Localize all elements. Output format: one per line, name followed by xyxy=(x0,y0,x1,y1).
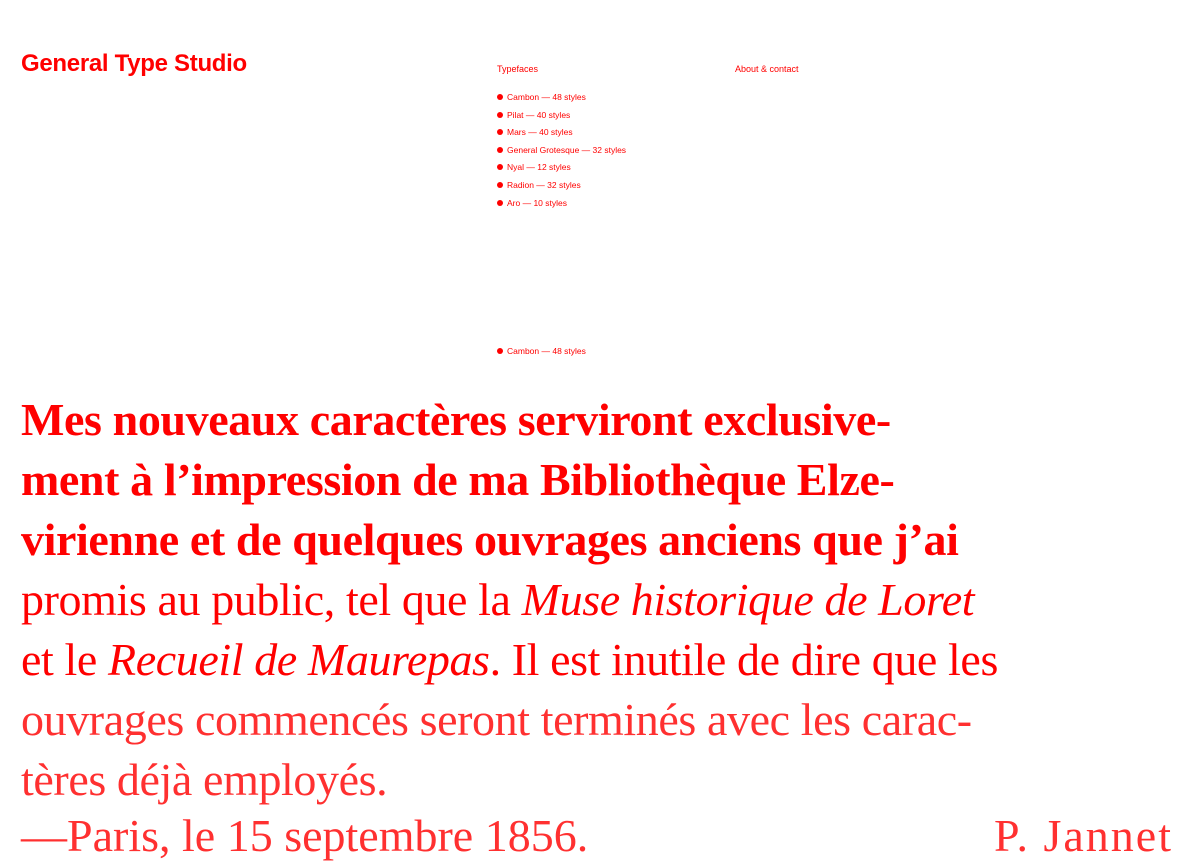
bullet-dot-icon xyxy=(497,147,503,153)
bullet-dot-icon xyxy=(497,112,503,118)
typeface-item-cambon[interactable] xyxy=(497,89,626,107)
bullet-dot-icon xyxy=(497,200,503,206)
specimen-line xyxy=(21,630,1181,690)
typeface-item-radion[interactable] xyxy=(497,177,626,195)
specimen-line: Mes nouveaux caractères serviront exclusive- xyxy=(21,394,891,445)
typeface-item-nyal[interactable] xyxy=(497,159,626,177)
specimen-fragment: promis au public, tel que la xyxy=(21,574,522,625)
typeface-item-label: Aro — 10 styles xyxy=(507,197,567,208)
specimen-line: ouvrages commencés seront terminés avec les carac- xyxy=(21,694,972,745)
specimen-fragment: et le xyxy=(21,634,108,685)
signoff-name: P. Jannet xyxy=(994,810,1173,861)
typeface-item-aro[interactable] xyxy=(497,195,626,213)
typeface-item-mars[interactable] xyxy=(497,124,626,142)
specimen-italic-fragment: Muse historique de Loret xyxy=(521,574,975,625)
current-typeface-name: Cambon — 48 styles xyxy=(507,346,586,356)
typeface-list xyxy=(497,89,626,212)
specimen-line: tères déjà employés. xyxy=(21,754,388,805)
typeface-item-label: Radion — 32 styles xyxy=(507,179,581,190)
bullet-dot-icon xyxy=(497,164,503,170)
about-contact-link[interactable]: About & contact xyxy=(735,64,799,74)
bullet-dot-icon xyxy=(497,182,503,188)
typeface-item-label: General Grotesque — 32 styles xyxy=(507,144,627,155)
typeface-item-label: Cambon — 48 styles xyxy=(507,92,586,102)
typefaces-menu-label[interactable]: Typefaces xyxy=(497,64,539,74)
site-logo[interactable]: General Type Studio xyxy=(21,50,247,77)
type-specimen-text xyxy=(21,390,1181,810)
typeface-item-label: Nyal — 12 styles xyxy=(507,162,571,173)
specimen-fragment: . Il est inutile de dire que les xyxy=(489,634,998,685)
typeface-item-pilat[interactable] xyxy=(497,107,626,125)
specimen-line: virienne et de quelques ouvrages anciens que j’ai xyxy=(21,514,959,565)
specimen-line xyxy=(21,570,1181,630)
bullet-dot-icon xyxy=(497,129,503,135)
bullet-dot-icon xyxy=(497,94,503,100)
specimen-italic-fragment: Recueil de Maurepas xyxy=(108,634,490,685)
bullet-dot-icon xyxy=(497,348,503,354)
typeface-item-label: Mars — 40 styles xyxy=(507,127,573,138)
typeface-item-general-grotesque[interactable] xyxy=(497,142,626,160)
signoff-date: —Paris, le 15 septembre 1856. xyxy=(21,810,589,861)
typeface-item-label: Pilat — 40 styles xyxy=(507,109,571,120)
current-typeface-label[interactable] xyxy=(497,346,586,356)
specimen-line: ment à l’impression de ma Bibliothèque Elze- xyxy=(21,454,895,505)
